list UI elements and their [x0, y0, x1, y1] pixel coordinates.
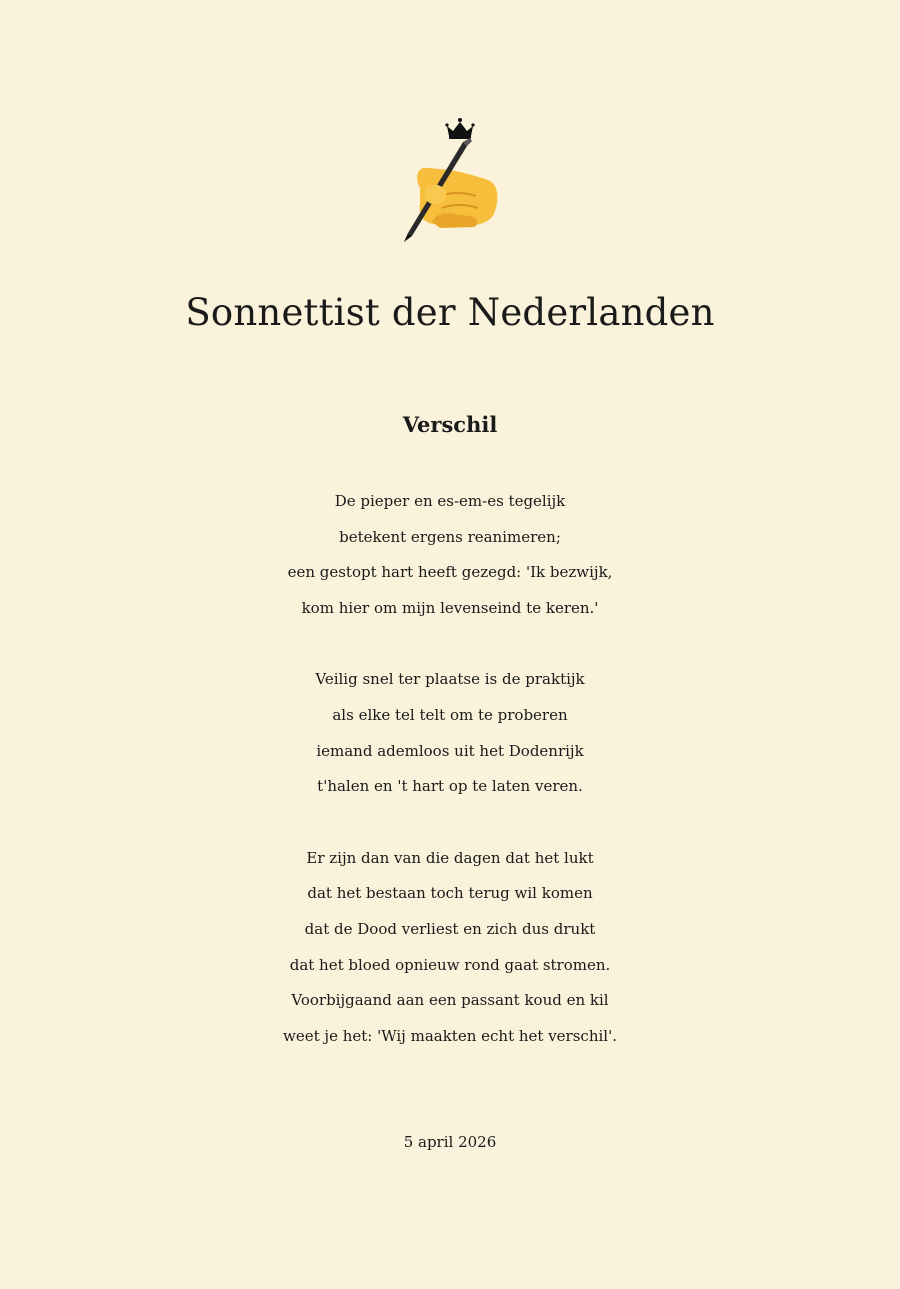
- writing-hand-with-crown-icon: [380, 96, 520, 246]
- poem-line: als elke tel telt om te proberen: [332, 705, 568, 724]
- poem-line: kom hier om mijn levenseind te keren.': [301, 598, 599, 617]
- poem-line: dat het bestaan toch terug wil komen: [307, 884, 593, 903]
- site-title: Sonnettist der Nederlanden: [185, 291, 715, 334]
- stanza-2: [0, 662, 900, 804]
- poem-line: iemand ademloos uit het Dodenrijk: [316, 741, 584, 760]
- stanza-3: [0, 841, 900, 1055]
- poem-title: Verschil: [402, 412, 498, 437]
- writing-hand-icon: [404, 138, 497, 242]
- stanza-divider: [0, 626, 900, 662]
- poem-body: [0, 484, 900, 1054]
- poem-line: weet je het: 'Wij maakten echt het verschil'.: [283, 1026, 617, 1045]
- stanza-1: [0, 484, 900, 626]
- poem-line: betekent ergens reanimeren;: [339, 527, 561, 546]
- poem-date: 5 april 2026: [403, 1133, 497, 1151]
- poem-line: Er zijn dan van die dagen dat het lukt: [306, 848, 594, 867]
- poem-line: De pieper en es-em-es tegelijk: [334, 492, 566, 510]
- poem-line: t'halen en 't hart op te laten veren.: [317, 777, 583, 796]
- poem-line: Veilig snel ter plaatse is de praktijk: [315, 670, 585, 689]
- poem-line: dat het bloed opnieuw rond gaat stromen.: [289, 955, 611, 974]
- crown-icon: [445, 118, 474, 139]
- poem-line: Voorbijgaand aan een passant koud en kil: [291, 991, 609, 1010]
- poem-line: dat de Dood verliest en zich dus drukt: [304, 919, 596, 938]
- poem-line: een gestopt hart heeft gezegd: 'Ik bezwijk,: [287, 563, 613, 582]
- stanza-divider: [0, 805, 900, 841]
